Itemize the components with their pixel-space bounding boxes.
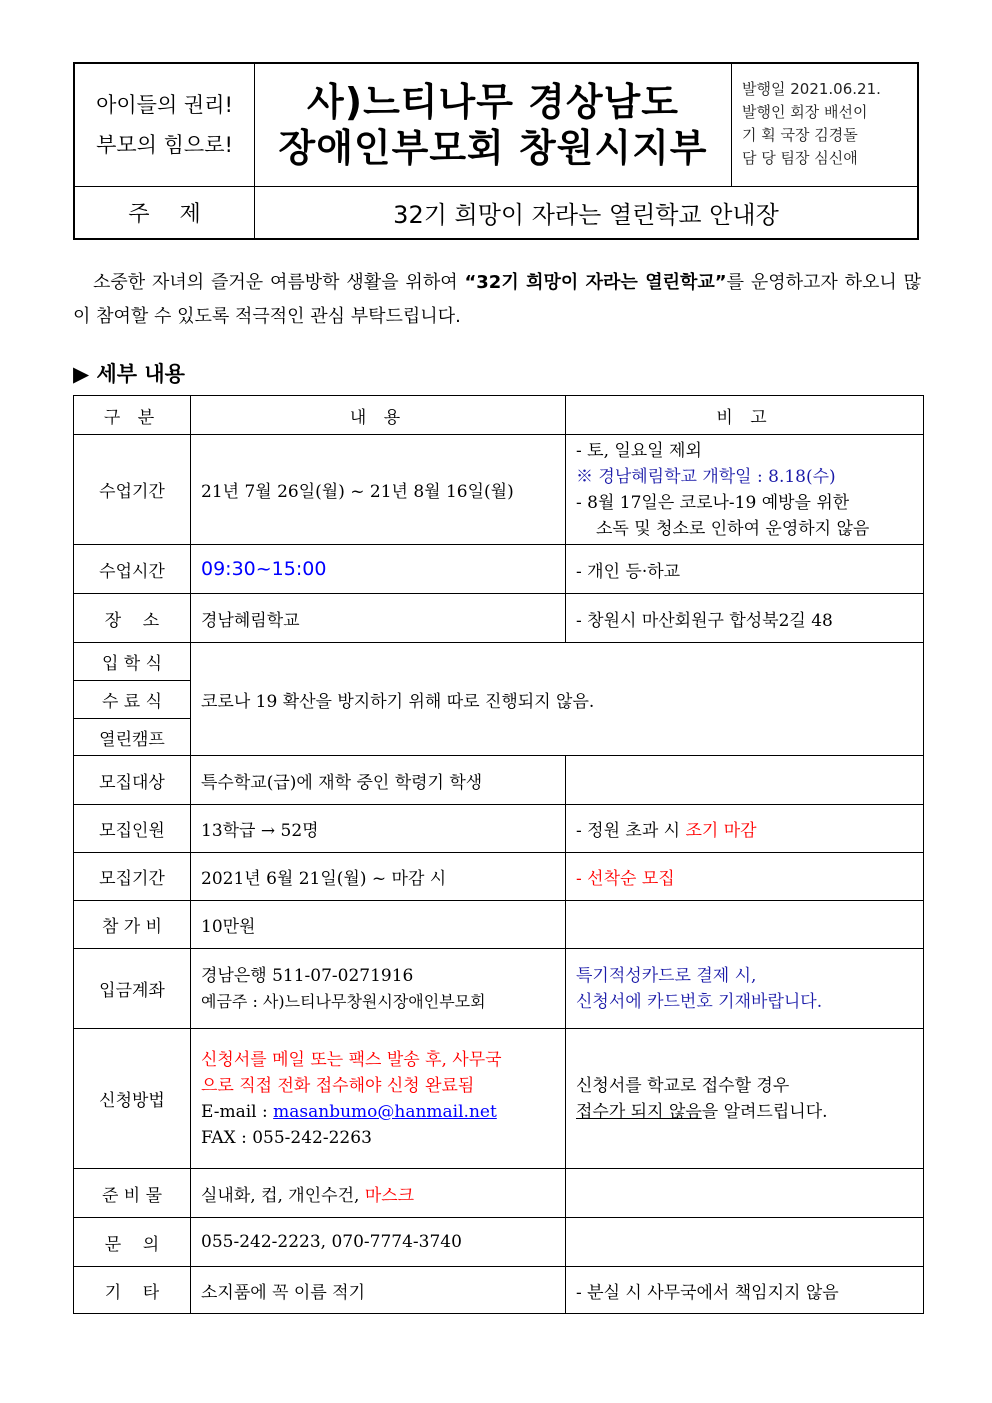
details-table bbox=[73, 395, 924, 1314]
publish-info: 발행일 2021.06.21. 발행인 회장 배선이 기 획 국장 김경돌 담 당 팀장 심신애 bbox=[742, 80, 881, 167]
table-row: 입금계좌 경남은행 511-07-0271916 예금주 : 사)느티나무창원시장애인부모회 특기적성카드로 결제 시, 신청서에 카드번호 기재바랍니다. bbox=[74, 949, 924, 1029]
table-row: 모집인원 13학급 → 52명 - 정원 초과 시 조기 마감 bbox=[74, 805, 924, 853]
table-row: 장 소 경남혜림학교 - 창원시 마산회원구 합성북2길 48 bbox=[74, 594, 924, 643]
table-row: 수업시간 09:30~15:00 - 개인 등·하교 bbox=[74, 545, 924, 594]
table-row: 입 학 식 코로나 19 확산을 방지하기 위해 따로 진행되지 않음. bbox=[74, 643, 924, 681]
topic-title: 32기 희망이 자라는 열린학교 안내장 bbox=[255, 186, 917, 238]
table-header-row: 구 분 내 용 비 고 bbox=[74, 396, 924, 435]
email-link[interactable]: masanbumo@hanmail.net bbox=[273, 1101, 497, 1122]
table-row: 열린캠프 bbox=[74, 719, 924, 756]
table-row: 문 의 055-242-2223, 070-7774-3740 bbox=[74, 1218, 924, 1267]
table-row: 수 료 식 bbox=[74, 681, 924, 719]
table-row: 신청방법 신청서를 메일 또는 팩스 발송 후, 사무국 으로 직접 전화 접수해야 신청 완료됨 E-mail : masanbumo@hanmail.net FAX : 055-242-2263 신청서를 학교로 접수할 경우 접수가 되지 않음을 알려드립니다. bbox=[74, 1029, 924, 1169]
header-box bbox=[73, 62, 919, 240]
table-row: 준 비 물 실내화, 컵, 개인수건, 마스크 bbox=[74, 1169, 924, 1218]
intro-paragraph: 소중한 자녀의 즐거운 여름방학 생활을 위하여 “32기 희망이 자라는 열린학교”를 운영하고자 하오니 많이 참여할 수 있도록 적극적인 관심 부탁드립니다. bbox=[73, 272, 922, 327]
section-title: ▶ 세부 내용 bbox=[73, 362, 185, 386]
slogan: 아이들의 권리! 부모의 힘으로! bbox=[75, 64, 255, 186]
topic-label: 주제 bbox=[75, 186, 255, 238]
table-row: 모집대상 특수학교(급)에 재학 중인 학령기 학생 bbox=[74, 756, 924, 805]
table-row: 기 타 소지품에 꼭 이름 적기 - 분실 시 사무국에서 책임지지 않음 bbox=[74, 1267, 924, 1314]
organization-name: 사)느티나무 경상남도 장애인부모회 창원시지부 bbox=[255, 64, 732, 186]
table-row: 수업기간 21년 7월 26일(월) ~ 21년 8월 16일(월) - 토, 일요일 제외 ※ 경남혜림학교 개학일 : 8.18(수) - 8월 17일은 코로나-19 예방을 위한 소독 및 청소로 인하여 운영하지 않음 bbox=[74, 435, 924, 545]
table-row: 모집기간 2021년 6월 21일(월) ~ 마감 시 - 선착순 모집 bbox=[74, 853, 924, 901]
table-row: 참 가 비 10만원 bbox=[74, 901, 924, 949]
